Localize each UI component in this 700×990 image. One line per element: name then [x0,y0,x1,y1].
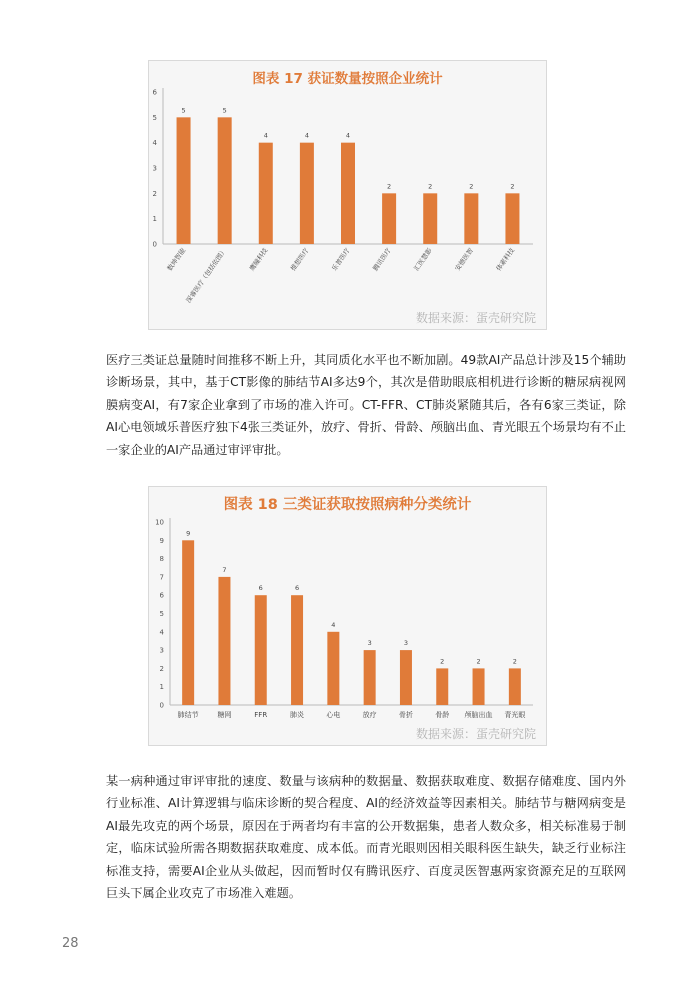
fig17-bar [382,193,396,244]
fig17-bar [259,143,273,244]
fig18-bar [255,595,267,705]
fig18-y-tick-label: 1 [159,683,164,692]
fig18-data-label: 6 [294,584,300,593]
fig18-y-tick-label: 5 [159,610,164,618]
page-number: 28 [62,936,79,951]
fig18-data-label: 3 [403,639,409,648]
figure-17 [148,60,547,330]
fig18-bar [436,668,448,705]
fig17-y-tick-label: 5 [152,113,157,122]
fig17-y-tick-label: 6 [152,88,157,97]
body-paragraph-1: 医疗三类证总量随时间推移不断上升，其同质化水平也不断加剧。49款AI产品总计涉及15个辅助诊断场景，其中，基于CT影像的肺结节AI多达9个，其次是借助眼底相机进行诊断的糖尿病视网膜病变AI，有7家企业拿到了市场的准入许可。CT-FFR、CT肺炎紧随其后，各有6家三类证，除AI心电领域乐普医疗独下4张三类证外，放疗、骨折、骨龄、颅脑出血、青光眼五个场景均有不止一家企业的AI产品通过审评审批。 [106,353,626,457]
fig17-data-label: 2 [510,182,515,191]
fig18-data-label: 4 [331,620,336,629]
fig17-bar [300,143,314,244]
fig18-y-tick-label: 10 [155,518,164,527]
figure-17-source: 数据来源：蛋壳研究院 [415,311,536,325]
fig17-y-tick-label: 0 [152,240,157,249]
figure-18-title: 图表 18 三类证获取按照病种分类统计 [223,497,472,513]
fig18-category-label: 青光眼 [504,711,526,719]
fig17-y-tick-label: 3 [152,164,157,173]
fig18-y-tick-label: 6 [159,591,164,600]
fig18-category-label: 肺炎 [290,711,305,719]
fig17-category-label: 安德医智 [453,246,475,273]
fig18-category-label: 肺结节 [177,711,199,719]
fig17-bar [218,117,232,244]
fig17-y-tick-label: 1 [152,215,157,224]
fig17-bar [505,193,519,244]
fig17-data-label: 4 [345,131,351,140]
fig17-category-label: 汇医慧影 [412,246,434,273]
fig18-bar [327,632,339,705]
fig18-category-label: 颅脑出血 [464,711,493,719]
figure-17-bar-chart [149,61,546,329]
fig18-bar [473,668,485,705]
fig17-bar [464,193,478,244]
fig18-y-tick-label: 0 [159,701,164,710]
fig17-data-label: 4 [304,131,309,140]
figure-18-source: 数据来源：蛋壳研究院 [415,727,536,741]
fig18-bar [364,650,376,705]
fig18-category-label: 糖网 [217,711,232,719]
body-paragraph-2: 某一病种通过审评审批的速度、数量与该病种的数据量、数据获取难度、数据存储难度、国内外行业标准、AI计算逻辑与临床诊断的契合程度、AI的经济效益等因素相关。肺结节与糖网病变是AI最先攻克的两个场景，原因在于两者均有丰富的公开数据集，患者人数众多，相关标准易于制定，临床试验所需各期数据获取难度、成本低。而青光眼则因相关眼科医生缺失，缺乏行业标注标准支持，需要AI企业从头做起，因而暂时仅有腾讯医疗、百度灵医智惠两家资源充足的互联网巨头下属企业攻克了市场准入难题。 [106,774,626,901]
fig18-category-label: 心电 [326,711,341,719]
fig18-y-tick-label: 4 [159,628,164,637]
fig18-y-tick-label: 9 [159,536,164,545]
fig18-data-label: 2 [476,657,481,666]
fig17-category-label: 乐普医疗 [330,246,352,273]
fig17-category-label: 深睿医疗（包括依图） [184,246,229,305]
fig18-data-label: 7 [222,565,227,574]
fig18-category-label: 放疗 [362,711,377,719]
fig18-data-label: 6 [258,584,263,593]
fig18-y-tick-label: 8 [159,555,164,564]
figure-18-bar-chart [149,487,546,745]
fig18-y-tick-label: 3 [159,646,164,655]
fig17-data-label: 2 [469,182,474,191]
fig17-category-label: 鹰瞳科技 [247,246,270,273]
fig17-category-label: 推想医疗 [289,246,311,273]
figure-18 [148,486,547,746]
fig18-bar [218,577,230,705]
fig18-bar [291,595,303,705]
fig18-bar [182,540,194,705]
fig18-category-label: 骨龄 [435,711,450,719]
fig17-data-label: 2 [428,182,433,191]
figure-17-title: 图表 17 获证数量按照企业统计 [252,71,443,87]
fig17-bar [423,193,437,244]
fig18-data-label: 9 [186,529,191,538]
fig18-category-label: FFR [254,711,268,719]
fig17-bar [341,143,355,244]
fig18-data-label: 3 [367,639,372,648]
fig18-bar [400,650,412,705]
fig18-y-tick-label: 7 [159,573,164,582]
fig17-bar [177,117,191,244]
fig18-data-label: 2 [440,657,445,666]
fig18-category-label: 骨折 [398,711,413,719]
fig17-data-label: 4 [263,131,268,140]
fig17-data-label: 5 [222,106,227,115]
fig17-y-tick-label: 4 [152,139,157,148]
fig17-category-label: 数坤智能 [165,246,188,273]
fig17-category-label: 腾讯医疗 [371,246,393,273]
fig17-category-label: 体素科技 [494,246,517,273]
fig18-bar [509,668,521,705]
fig18-data-label: 2 [512,657,517,666]
fig18-y-tick-label: 2 [159,664,164,673]
fig17-y-tick-label: 2 [152,189,157,198]
fig17-data-label: 5 [181,106,186,115]
fig17-data-label: 2 [387,182,392,191]
